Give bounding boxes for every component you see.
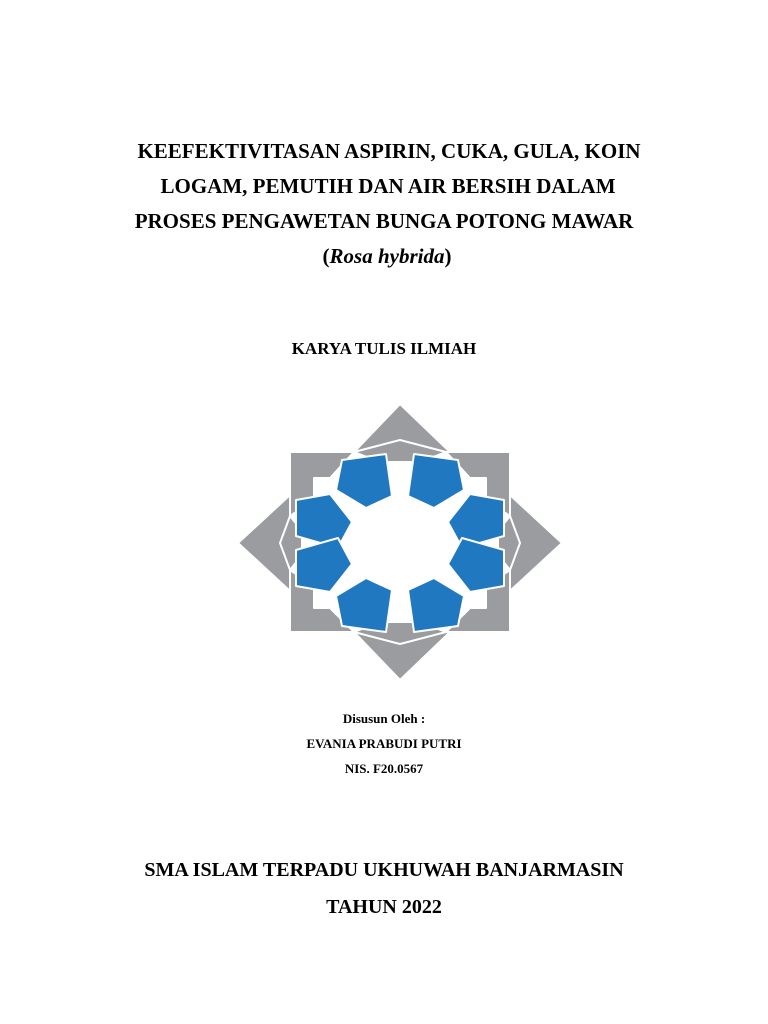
islamic-star-emblem-icon [237,402,561,682]
document-title [0,134,768,274]
year-line: TAHUN 2022 [326,896,442,918]
title-line-1: KEEFEKTIVITASAN ASPIRIN, CUKA, GULA, KOIN [137,139,641,163]
author-name: EVANIA PRABUDI PUTRI [306,736,462,751]
title-line-3: PROSES PENGAWETAN BUNGA POTONG MAWAR [134,209,634,233]
author-block [0,706,768,781]
gray-star-frame [238,404,561,680]
title-line-2: LOGAM, PEMUTIH DAN AIR BERSIH DALAM [160,174,616,198]
author-heading: Disusun Oleh : [342,711,426,726]
author-id: NIS. F20.0567 [344,761,424,776]
scientific-open-paren: ( [322,244,330,268]
institution-block [0,852,768,926]
scientific-close-paren: ) [444,244,452,268]
scientific-name: Rosa hybrida [329,244,445,268]
document-type: KARYA TULIS ILMIAH [291,339,477,358]
title-line-4 [0,239,768,274]
blue-petals [296,454,504,632]
institution-name: SMA ISLAM TERPADU UKHUWAH BANJARMASIN [144,859,624,881]
